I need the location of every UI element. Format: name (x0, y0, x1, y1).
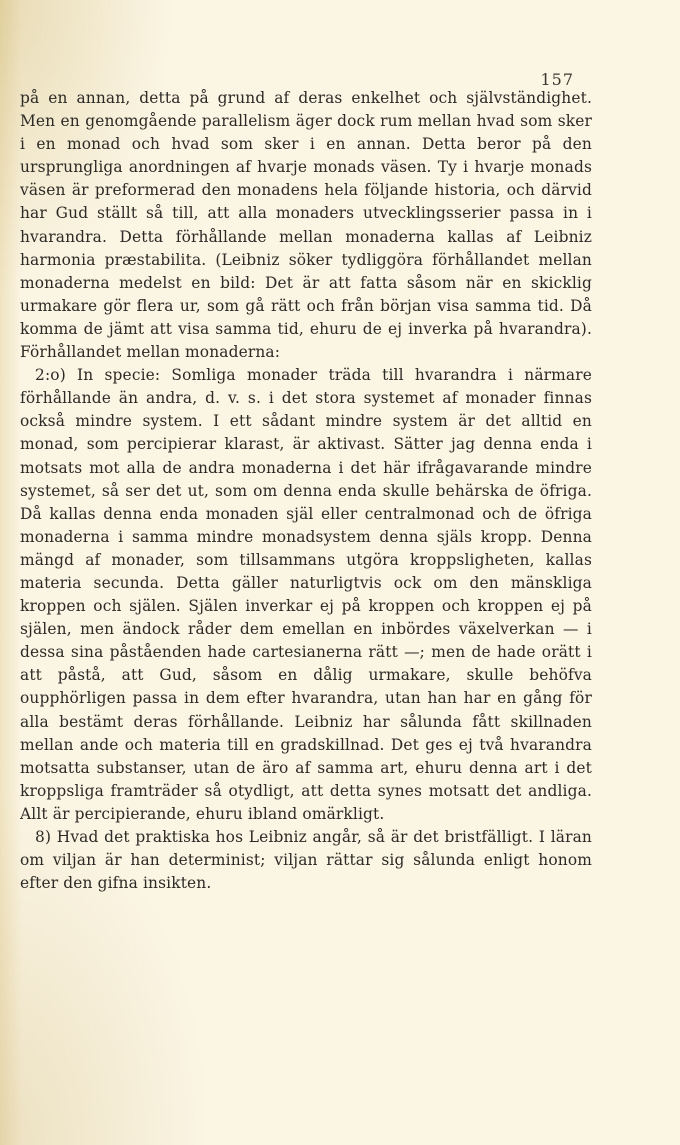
page-number: 157 (540, 70, 574, 89)
body-text (20, 87, 592, 895)
paragraph: 2:o) In specie: Somliga monader träda till hvarandra i närmare förhållande än andra, d. v. s. i det stora systemet af monader finnas också mindre system. I ett sådant mindre system är det alltid en monad, som percipierar klarast, är aktivast. Sätter jag denna enda i motsats mot alla de andra monaderna i det här ifrågavarande mindre systemet, så ser det ut, som om denna enda skulle behärska de öfriga. Då kallas denna enda monaden själ eller centralmonad och de öfriga monaderna i samma mindre monadsystem denna själs kropp. Denna mängd af monader, som tillsammans utgöra kroppsligheten, kallas materia secunda. Detta gäller naturligtvis ock om den mänskliga kroppen och själen. Själen inverkar ej på kroppen och kroppen ej på själen, men ändock råder dem emellan en inbördes växelverkan — i dessa sina påståenden hade cartesianerna rätt —; men de hade orätt i att påstå, att Gud, såsom en dålig urmakare, skulle behöfva oupphörligen passa in dem efter hvarandra, utan han har en gång för alla bestämt deras förhållande. Leibniz har sålunda fått skillnaden mellan ande och materia till en gradskillnad. Det ges ej två hvarandra motsatta substanser, utan de äro af samma art, ehuru denna art i det kroppsliga framträder så otydligt, att detta synes motsatt det andliga. Allt är percipierande, ehuru ibland omärkligt. (20, 366, 592, 823)
paragraph: 8) Hvad det praktiska hos Leibniz angår, så är det bristfälligt. I läran om viljan är han determinist; viljan rättar sig sålunda enligt honom efter den gifna insikten. (20, 828, 592, 893)
paragraph: på en annan, detta på grund af deras enkelhet och självständighet. Men en genomgående parallelism äger dock rum mellan hvad som sker i en monad och hvad som sker i en annan. Detta beror på den ursprungliga anordningen af hvarje monads väsen. Ty i hvarje monads väsen är preformerad den monadens hela följande historia, och därvid har Gud ställt så till, att alla monaders utvecklingsserier passa in i hvarandra. Detta förhållande mellan monaderna kallas af Leibniz harmonia præstabilita. (Leibniz söker tydliggöra förhållandet mellan monaderna medelst en bild: Det är att fatta såsom när en skicklig urmakare gör flera ur, som gå rätt och från början visa samma tid. Då komma de jämt att visa samma tid, ehuru de ej inverka på hvarandra). Förhållandet mellan monaderna: (20, 89, 592, 362)
